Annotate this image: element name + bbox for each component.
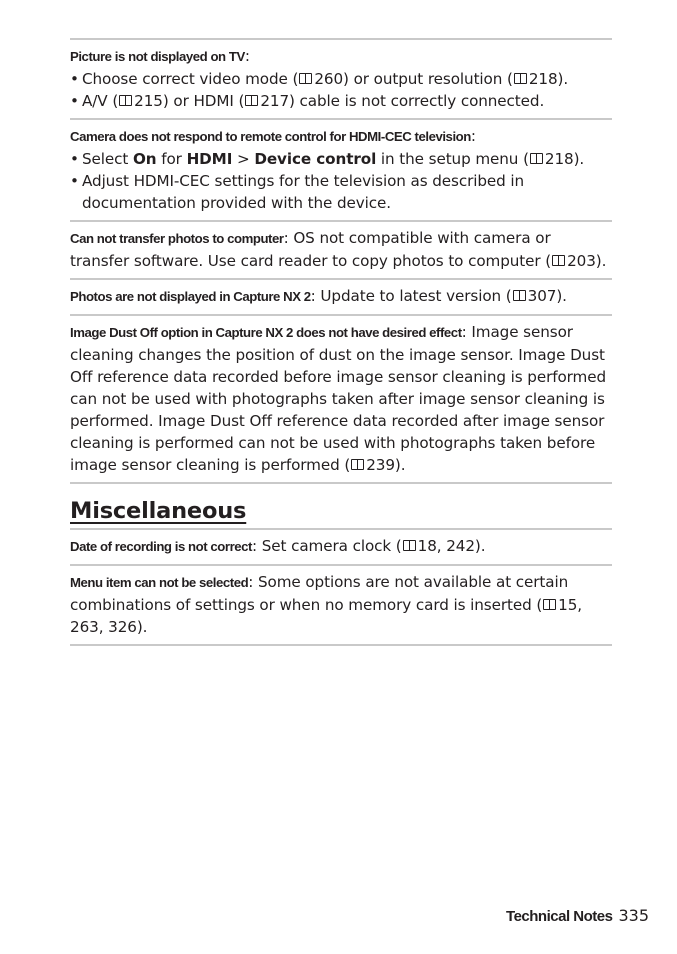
page-reference-icon xyxy=(552,255,565,266)
page-content xyxy=(70,38,612,646)
page-reference-icon xyxy=(299,73,312,84)
section-heading xyxy=(70,484,612,528)
bullet-text: 218). xyxy=(528,70,569,88)
entry-menu-item xyxy=(70,564,612,644)
bullet-text: A/V ( xyxy=(82,92,119,110)
bullet-text: Adjust HDMI-CEC settings for the television as described in documentation provided with the device. xyxy=(82,172,525,212)
bullet-text: 215) or HDMI ( xyxy=(134,92,245,110)
bullet-text: Select xyxy=(82,150,133,168)
page-reference-icon xyxy=(403,540,416,551)
page-reference-icon xyxy=(514,73,527,84)
bullet-text: > xyxy=(232,150,255,168)
bullet-text: 217) cable is not correctly connected. xyxy=(260,92,545,110)
page-footer xyxy=(506,906,649,925)
entry-text: 307). xyxy=(527,287,567,305)
bullet-text: for xyxy=(156,150,187,168)
bullet-text: in the setup menu ( xyxy=(376,150,529,168)
entry-text: : Some options are not available at certain combinations of settings or when no memory card is inserted ( xyxy=(70,573,569,614)
option-name: On xyxy=(132,150,157,168)
entry-heading: Menu item can not be selected xyxy=(70,575,249,590)
entry-heading: Can not transfer photos to computer xyxy=(70,231,284,246)
page-reference-icon xyxy=(351,459,364,470)
entry-heading: Date of recording is not correct xyxy=(70,539,252,554)
page-reference-icon xyxy=(245,95,258,106)
entry-tv-display: Picture is not displayed on TV: • Choose correct video mode ( 260) or output resolution ( 218). • A/V ( 215) or HDMI ( 217) cable is not correctly connected. xyxy=(70,38,612,118)
entry-transfer xyxy=(70,220,612,278)
entry-text: 15, 263, 326). xyxy=(70,596,583,636)
page-reference-icon xyxy=(119,95,132,106)
entry-text: : Set camera clock ( xyxy=(251,537,402,555)
page-reference-icon xyxy=(530,153,543,164)
list-item xyxy=(70,148,612,170)
entry-text: 203). xyxy=(567,252,607,270)
page-reference-icon xyxy=(513,290,526,301)
list-item xyxy=(70,170,612,214)
bullet-text: 260) or output resolution ( xyxy=(314,70,513,88)
entry-hdmi-cec: Camera does not respond to remote control for HDMI-CEC television: • Select On for HDMI > Device control in the setup menu ( 218). • Adjust HDMI-CEC settings for the television as described in documentation provided with the device. xyxy=(70,118,612,220)
entry-heading: Camera does not respond to remote control for HDMI-CEC television xyxy=(70,129,471,144)
menu-item-name: Device control xyxy=(254,150,377,168)
entry-text: : OS not compatible with camera or transfer software. Use card reader to copy photos to computer ( xyxy=(70,229,552,270)
entry-text: 239). xyxy=(366,456,406,474)
list-item xyxy=(70,68,612,90)
entry-heading: Image Dust Off option in Capture NX 2 does not have desired effect xyxy=(70,325,462,340)
entry-date xyxy=(70,528,612,564)
entry-capture-nx xyxy=(70,278,612,314)
page-number: 335 xyxy=(618,906,649,925)
entry-heading: Picture is not displayed on TV xyxy=(70,49,245,64)
bullet-text: 218). xyxy=(544,150,585,168)
divider xyxy=(70,644,612,646)
entry-text: 18, 242). xyxy=(417,537,486,555)
entry-text: : Image sensor cleaning changes the position of dust on the image sensor. Image Dust Off reference data recorded before image sensor cleaning is performed can not be used with photographs taken after image sensor cleaning is performed. Image Dust Off reference data recorded after image sensor cleaning is performed can not be used with photographs taken before image sensor cleaning is performed ( xyxy=(70,323,607,474)
list-item xyxy=(70,90,612,112)
entry-heading: Photos are not displayed in Capture NX 2 xyxy=(70,289,311,304)
footer-section-title: Technical Notes xyxy=(506,908,613,925)
bullet-text: Choose correct video mode ( xyxy=(82,70,299,88)
section-heading-text: Miscellaneous xyxy=(70,498,247,524)
entry-dust-off xyxy=(70,314,612,482)
entry-text: : Update to latest version ( xyxy=(310,287,512,305)
page-reference-icon xyxy=(543,599,556,610)
menu-name: HDMI xyxy=(186,150,233,168)
